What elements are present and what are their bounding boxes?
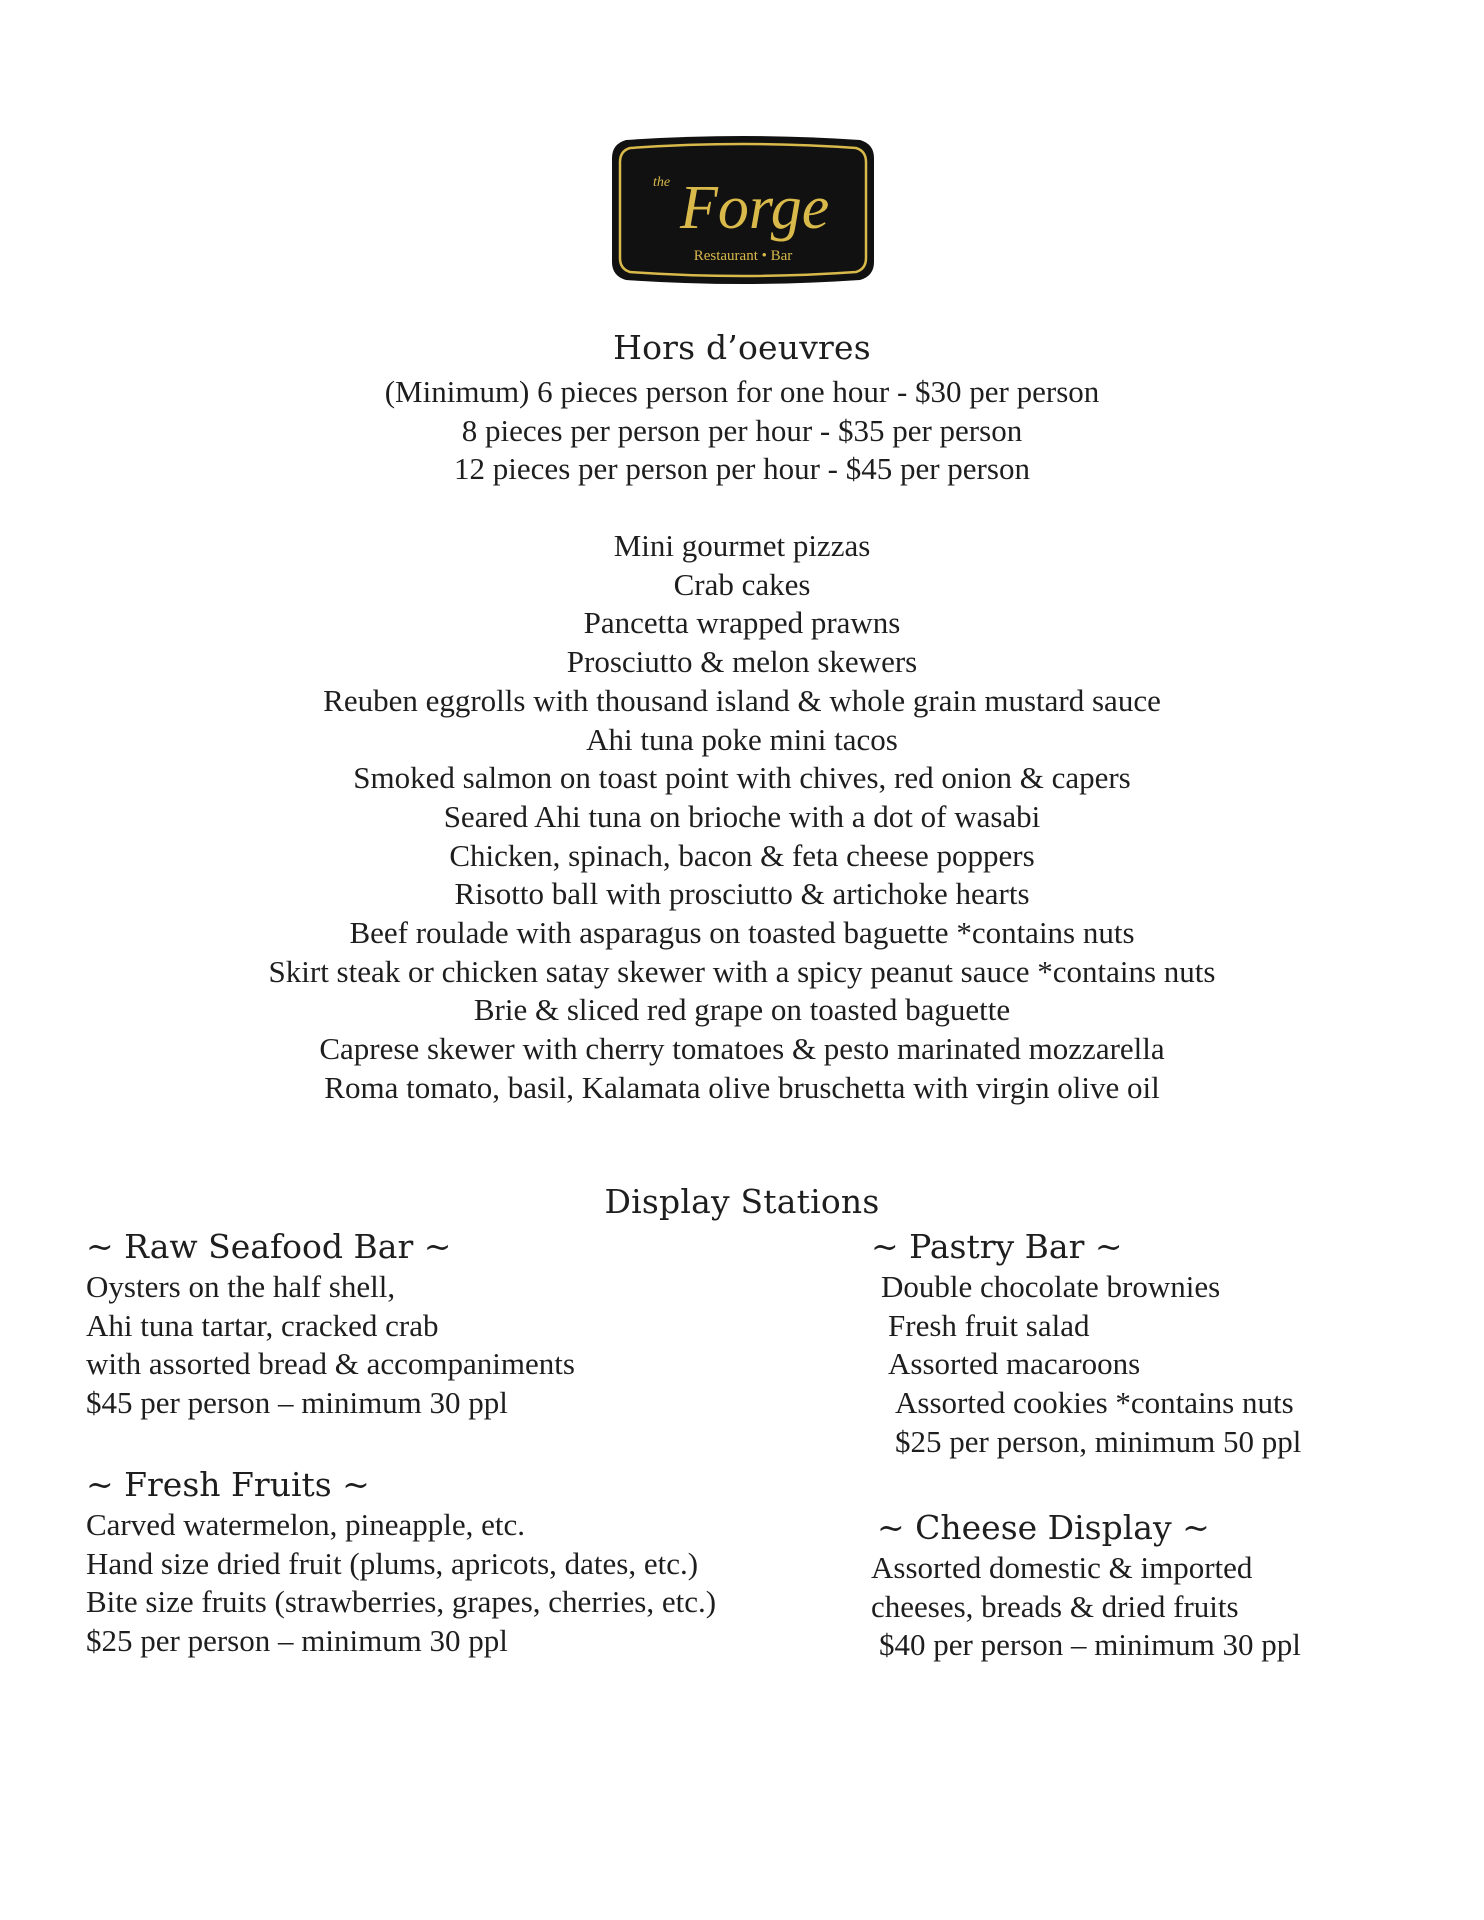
station-line: Bite size fruits (strawberries, grapes, cherries, etc.) bbox=[86, 1584, 717, 1620]
station-line: Carved watermelon, pineapple, etc. bbox=[86, 1507, 525, 1542]
pricing-line: 8 pieces per person per hour - $35 per person bbox=[461, 412, 1023, 448]
hors-doeuvres-items bbox=[0, 527, 1484, 1108]
station-line: Assorted cookies *contains nuts bbox=[895, 1385, 1294, 1421]
display-stations-section bbox=[0, 1182, 1484, 1221]
station-price: $40 per person – minimum 30 ppl bbox=[879, 1627, 1301, 1663]
station-price: $45 per person – minimum 30 ppl bbox=[86, 1385, 508, 1421]
pricing-line: (Minimum) 6 pieces person for one hour - $30 per person bbox=[384, 374, 1100, 409]
pastry-bar bbox=[871, 1226, 1301, 1462]
hors-doeuvres-section bbox=[0, 328, 1484, 367]
station-line: Double chocolate brownies bbox=[881, 1269, 1221, 1304]
menu-item: Chicken, spinach, bacon & feta cheese poppers bbox=[449, 837, 1035, 873]
pastry-bar-title: ~ Pastry Bar ~ bbox=[871, 1227, 1123, 1266]
fresh-fruits-title: ~ Fresh Fruits ~ bbox=[86, 1465, 370, 1504]
fresh-fruits bbox=[86, 1464, 716, 1661]
cheese-display-title: ~ Cheese Display ~ bbox=[877, 1508, 1210, 1547]
raw-seafood-bar bbox=[86, 1226, 575, 1423]
pricing-line: 12 pieces per person per hour - $45 per person bbox=[454, 451, 1030, 487]
station-line: with assorted bread & accompaniments bbox=[86, 1346, 575, 1382]
hors-doeuvres-title: Hors d’oeuvres bbox=[613, 328, 871, 367]
menu-item: Ahi tuna poke mini tacos bbox=[586, 721, 898, 757]
station-price: $25 per person, minimum 50 ppl bbox=[895, 1423, 1302, 1459]
menu-item: Pancetta wrapped prawns bbox=[583, 605, 901, 641]
station-line: Assorted macaroons bbox=[888, 1346, 1141, 1382]
station-line: Fresh fruit salad bbox=[888, 1307, 1090, 1343]
menu-item: Seared Ahi tuna on brioche with a dot of wasabi bbox=[443, 798, 1041, 834]
raw-seafood-title: ~ Raw Seafood Bar ~ bbox=[86, 1227, 452, 1266]
logo-prefix: the bbox=[653, 175, 671, 190]
station-line: Oysters on the half shell, bbox=[86, 1269, 396, 1304]
menu-item: Beef roulade with asparagus on toasted baguette *contains nuts bbox=[349, 915, 1135, 951]
menu-item: Roma tomato, basil, Kalamata olive bruschetta with virgin olive oil bbox=[324, 1069, 1160, 1105]
menu-item: Brie & sliced red grape on toasted baguette bbox=[473, 992, 1011, 1028]
menu-item: Caprese skewer with cherry tomatoes & pesto marinated mozzarella bbox=[319, 1031, 1165, 1067]
restaurant-logo bbox=[608, 136, 878, 284]
cheese-display bbox=[871, 1507, 1301, 1665]
station-line: Assorted domestic & imported bbox=[871, 1550, 1253, 1585]
station-line: Hand size dried fruit (plums, apricots, dates, etc.) bbox=[86, 1545, 699, 1581]
station-line: Ahi tuna tartar, cracked crab bbox=[86, 1307, 439, 1343]
menu-item: Risotto ball with prosciutto & artichoke hearts bbox=[454, 876, 1030, 912]
menu-item: Reuben eggrolls with thousand island & whole grain mustard sauce bbox=[323, 682, 1161, 718]
menu-item: Skirt steak or chicken satay skewer with a spicy peanut sauce *contains nuts bbox=[268, 953, 1216, 989]
display-stations-title: Display Stations bbox=[604, 1182, 880, 1221]
menu-item: Prosciutto & melon skewers bbox=[566, 644, 918, 680]
pricing-list bbox=[0, 373, 1484, 489]
station-line: cheeses, breads & dried fruits bbox=[871, 1588, 1239, 1624]
menu-item: Smoked salmon on toast point with chives, red onion & capers bbox=[353, 760, 1131, 796]
logo-subtitle: Restaurant • Bar bbox=[693, 248, 793, 264]
menu-item: Crab cakes bbox=[673, 566, 811, 602]
menu-item: Mini gourmet pizzas bbox=[613, 528, 871, 563]
station-price: $25 per person – minimum 30 ppl bbox=[86, 1623, 508, 1659]
logo-name: Forge bbox=[680, 174, 830, 242]
